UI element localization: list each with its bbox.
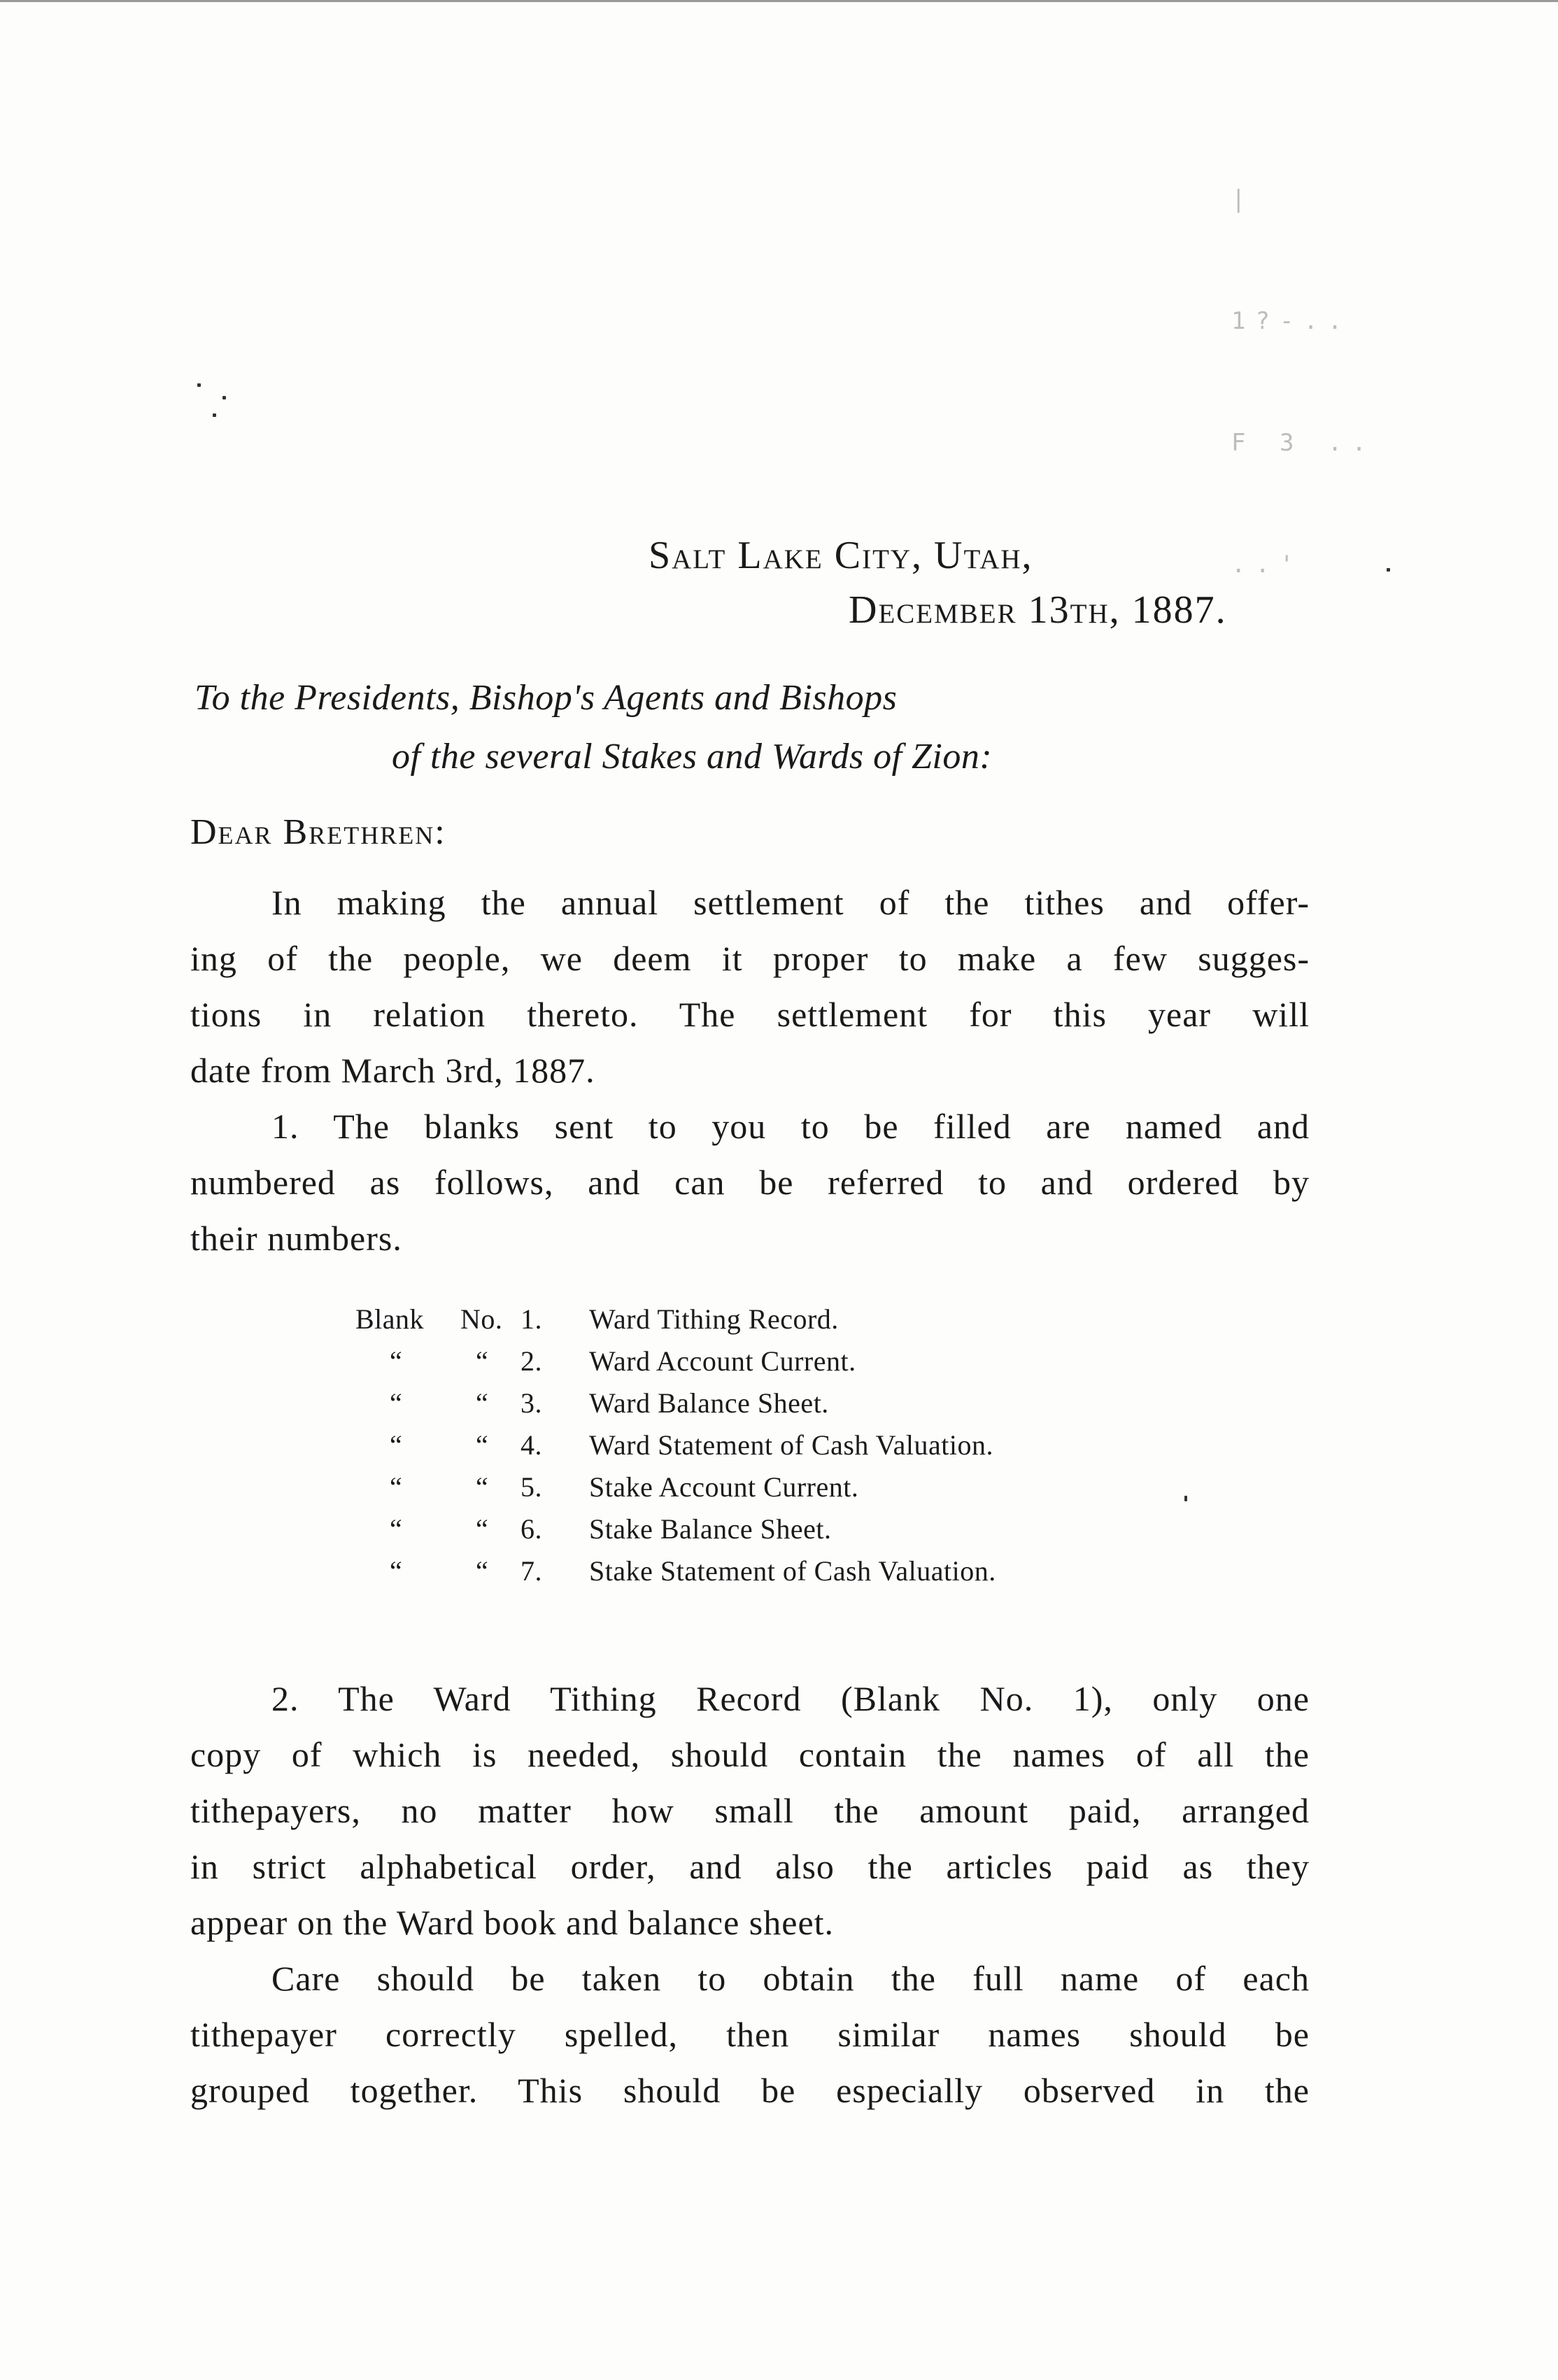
- paragraph-line: appear on the Ward book and balance sheet.: [190, 1903, 835, 1942]
- blank-number: 3.: [520, 1387, 542, 1419]
- blank-name: Ward Tithing Record.: [589, 1303, 839, 1335]
- scan-speck: [197, 383, 201, 387]
- blank-name: Ward Account Current.: [589, 1345, 856, 1377]
- scan-top-edge: [0, 0, 1558, 2]
- paragraph-line: date from March 3rd, 1887.: [190, 1051, 595, 1090]
- salutation: Dear Brethren:: [190, 812, 446, 852]
- address-line-2: of the several Stakes and Wards of Zion:: [392, 737, 993, 777]
- ditto-mark: “: [390, 1429, 403, 1461]
- care-paragraph: [190, 1950, 1310, 2118]
- blank-number: 4.: [520, 1429, 542, 1461]
- blanks-list: [0, 1303, 1558, 1610]
- ditto-mark: “: [476, 1555, 489, 1587]
- ditto-mark: “: [390, 1387, 403, 1419]
- blank-number: 1.: [520, 1303, 542, 1335]
- section-2-paragraph: [190, 1671, 1310, 1950]
- paragraph-line: Care should be taken to obtain the full name of each: [271, 1959, 1310, 1998]
- paragraph-line: tions in relation thereto. The settlement for this year will: [190, 995, 1310, 1034]
- ditto-mark: “: [476, 1471, 489, 1503]
- intro-paragraph: [190, 874, 1310, 1098]
- ditto-mark: “: [390, 1471, 403, 1503]
- scan-speck: [213, 413, 216, 417]
- ditto-mark: “: [476, 1345, 489, 1377]
- blank-name: Ward Statement of Cash Valuation.: [589, 1429, 993, 1461]
- blank-label: Blank: [355, 1303, 425, 1335]
- pencil-margin-note: [1231, 98, 1413, 579]
- scan-speck: [222, 396, 226, 399]
- ditto-mark: “: [476, 1387, 489, 1419]
- blank-name: Stake Statement of Cash Valuation.: [589, 1555, 996, 1587]
- pencil-note-line: F 3 ..: [1231, 429, 1376, 457]
- paragraph-line: ing of the people, we deem it proper to make a few sugges-: [190, 939, 1310, 978]
- ditto-mark: “: [390, 1555, 403, 1587]
- header-place: Salt Lake City, Utah,: [649, 534, 1033, 577]
- blank-number: 5.: [520, 1471, 542, 1503]
- section-1-paragraph: [190, 1098, 1310, 1266]
- pencil-note-line: ..': [1231, 551, 1304, 579]
- ditto-mark: “: [390, 1345, 403, 1377]
- pencil-note-line: |: [1231, 185, 1256, 213]
- paragraph-line: tithepayers, no matter how small the amount paid, arranged: [190, 1791, 1310, 1830]
- paragraph-line: tithepayer correctly spelled, then similar names should be: [190, 2015, 1310, 2054]
- paragraph-line: 1. The blanks sent to you to be filled are named and: [271, 1107, 1310, 1146]
- blank-name: Stake Balance Sheet.: [589, 1513, 832, 1545]
- blank-number: 7.: [520, 1555, 542, 1587]
- paragraph-line: 2. The Ward Tithing Record (Blank No. 1), only one: [271, 1679, 1310, 1718]
- pencil-note-line: 1?-..: [1231, 307, 1352, 335]
- paragraph-line: grouped together. This should be especially observed in the: [190, 2071, 1310, 2110]
- scan-speck: [1387, 568, 1390, 572]
- header-date: December 13th, 1887.: [849, 588, 1227, 632]
- paragraph-line: numbered as follows, and can be referred to and ordered by: [190, 1163, 1310, 1202]
- ditto-mark: “: [476, 1429, 489, 1461]
- paragraph-line: in strict alphabetical order, and also the articles paid as they: [190, 1847, 1310, 1886]
- paragraph-line: In making the annual settlement of the tithes and offer-: [271, 883, 1310, 922]
- paragraph-line: their numbers.: [190, 1219, 402, 1258]
- blank-name: Ward Balance Sheet.: [589, 1387, 829, 1419]
- blank-name: Stake Account Current.: [589, 1471, 859, 1503]
- paragraph-line: copy of which is needed, should contain the names of all the: [190, 1735, 1310, 1774]
- ditto-mark: “: [390, 1513, 403, 1545]
- blank-number: 2.: [520, 1345, 542, 1377]
- address-line-1: To the Presidents, Bishop's Agents and Bishops: [194, 678, 898, 718]
- ditto-mark: “: [476, 1513, 489, 1545]
- blank-number: 6.: [520, 1513, 542, 1545]
- blank-no-label: No.: [460, 1303, 503, 1335]
